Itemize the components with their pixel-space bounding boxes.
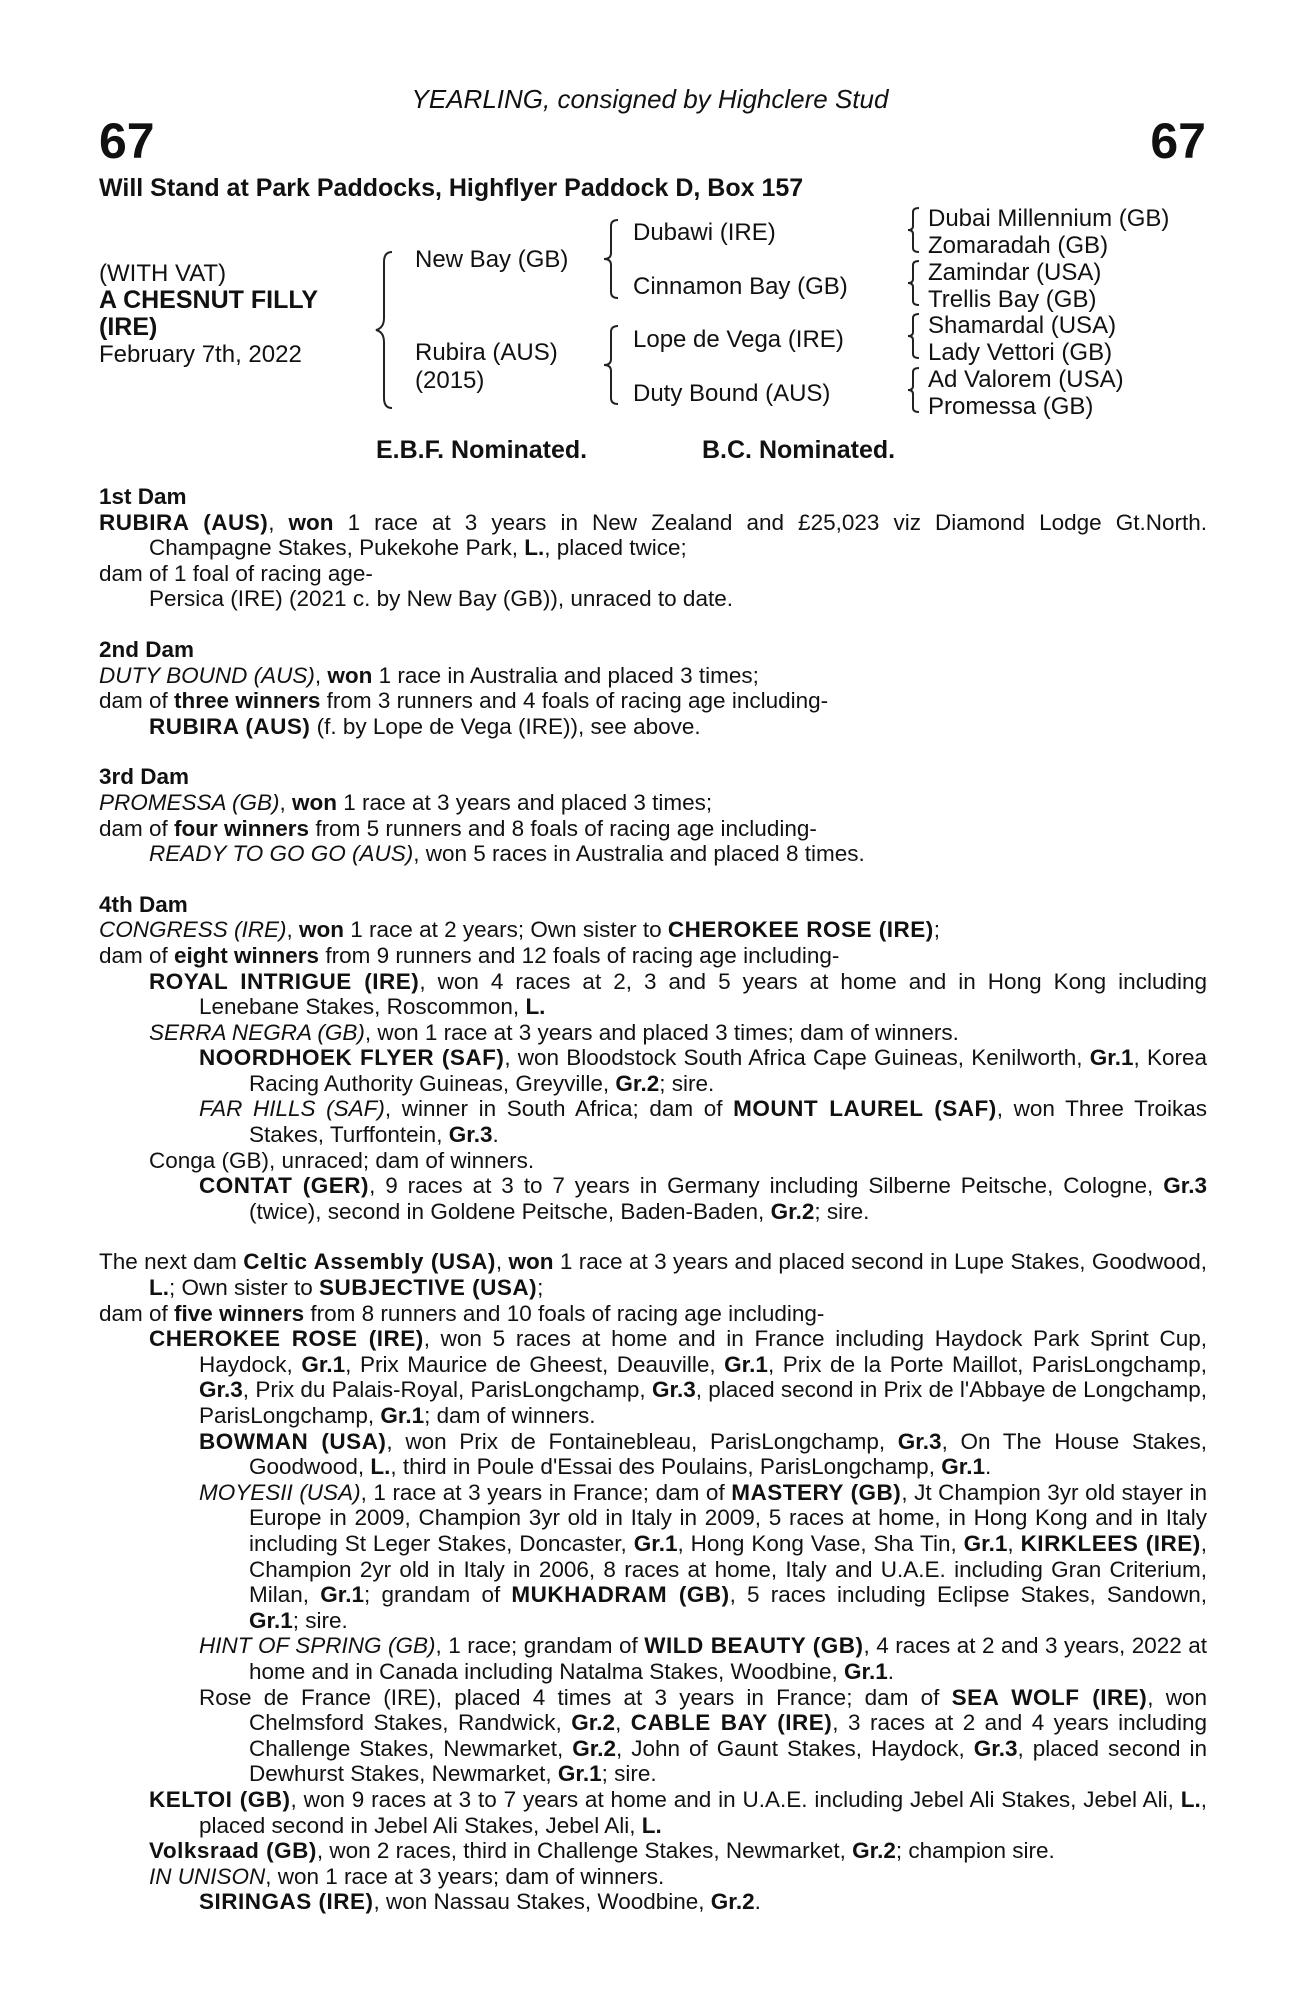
third-dam-heading: 3rd Dam (99, 764, 190, 790)
fourth-dam-produce: dam of eight winners from 9 runners and 12 foals of racing age including- (99, 942, 840, 968)
fourth-dam-section (99, 892, 1207, 1225)
second-dam-produce: dam of three winners from 3 runners and 4 foals of racing age including- (99, 688, 829, 714)
second-dam-heading: 2nd Dam (99, 636, 195, 662)
next-dam-progeny-in-unison: IN UNISON, won 1 race at 3 years; dam of winners. (149, 1863, 665, 1889)
sire: New Bay (GB) (415, 246, 569, 273)
pedigree-brace-5 (903, 259, 925, 307)
next-dam-section (99, 1249, 1207, 1914)
lot-number-left: 67 (99, 113, 155, 169)
next-dam-produce: dam of five winners from 8 runners and 10 foals of racing age including- (99, 1300, 825, 1326)
g-sire-dam-dam: Trellis Bay (GB) (928, 286, 1097, 313)
third-dam-record: PROMESSA (GB), won 1 race at 3 years and placed 3 times; (99, 789, 713, 815)
dam: Rubira (AUS) (415, 339, 558, 366)
fourth-dam-heading: 4th Dam (99, 891, 188, 917)
next-dam-progeny-keltoi: KELTOI (GB), won 9 races at 3 to 7 years at home and in U.A.E. including Jebel Ali Stakes, Jebel Ali, L., placed second in Jebel Ali Stakes, Jebel Ali, L. (149, 1786, 1207, 1838)
next-dam-progeny-siringas: SIRINGAS (IRE), won Nassau Stakes, Woodbine, Gr.2. (199, 1889, 761, 1915)
g-dam-dam-dam: Promessa (GB) (928, 393, 1094, 420)
next-dam-record: The next dam Celtic Assembly (USA), won 1 race at 3 years and placed second in Lupe Stakes, Goodwood, L.; Own sister to SUBJECTIVE (USA); (99, 1249, 1207, 1301)
second-dam-record: DUTY BOUND (AUS), won 1 race in Australia and placed 3 times; (99, 662, 759, 688)
g-dam-dam-sire: Ad Valorem (USA) (928, 366, 1124, 393)
vat-label: (WITH VAT) (99, 260, 227, 287)
pedigree-brace-6 (903, 312, 925, 360)
dam-sire: Lope de Vega (IRE) (633, 326, 844, 353)
first-dam-record: RUBIRA (AUS), won 1 race at 3 years in New Zealand and £25,023 viz Diamond Lodge Gt.North. Champagne Stakes, Pukekohe Park, L., placed twice; (99, 509, 1207, 561)
g-dam-sire-sire: Shamardal (USA) (928, 312, 1117, 339)
next-dam-progeny-bowman: BOWMAN (USA), won Prix de Fontainebleau, ParisLongchamp, Gr.3, On The House Stakes, Goodwood, L., third in Poule d'Essai des Poulains, ParisLongchamp, Gr.1. (199, 1428, 1208, 1480)
stand-location: Will Stand at Park Paddocks, Highflyer Paddock D, Box 157 (99, 174, 804, 202)
dam-dam: Duty Bound (AUS) (633, 380, 831, 407)
fourth-dam-progeny-4: FAR HILLS (SAF), winner in South Africa; dam of MOUNT LAUREL (SAF), won Three Troikas Stakes, Turffontein, Gr.3. (199, 1096, 1207, 1148)
fourth-dam-record: CONGRESS (IRE), won 1 race at 2 years; Own sister to CHEROKEE ROSE (IRE); (99, 917, 940, 943)
pedigree-brace-3 (598, 324, 626, 406)
horse-name: A CHESNUT FILLY (99, 286, 318, 314)
first-dam-foal: Persica (IRE) (2021 c. by New Bay (GB)), unraced to date. (149, 586, 733, 612)
fourth-dam-progeny-1: ROYAL INTRIGUE (IRE), won 4 races at 2, 3 and 5 years at home and in Hong Kong including Lenebane Stakes, Roscommon, L. (149, 968, 1207, 1020)
first-dam-heading: 1st Dam (99, 484, 187, 509)
first-dam-name: RUBIRA (AUS) (99, 509, 269, 535)
pedigree-brace-7 (903, 366, 925, 414)
next-dam-progeny-rose-de-france: Rose de France (IRE), placed 4 times at 3 years in France; dam of SEA WOLF (IRE), won Chelmsford Stakes, Randwick, Gr.2, CABLE BAY (IRE), 3 races at 2 and 4 years including Challenge Stakes, Newmarket, Gr.2, John of Gaunt Stakes, Haydock, Gr.3, placed second in Dewhurst Stakes, Newmarket, Gr.1; sire. (199, 1684, 1207, 1787)
third-dam-progeny: READY TO GO GO (AUS), won 5 races in Australia and placed 8 times. (149, 841, 865, 867)
g-sire-dam-sire: Zamindar (USA) (928, 259, 1102, 286)
fourth-dam-progeny-3: NOORDHOEK FLYER (SAF), won Bloodstock South Africa Cape Guineas, Kenilworth, Gr.1, Korea Racing Authority Guineas, Greyville, Gr.2; sire. (199, 1045, 1207, 1096)
next-dam-progeny-volksraad: Volksraad (GB), won 2 races, third in Challenge Stakes, Newmarket, Gr.2; champion sire. (149, 1838, 1055, 1864)
next-dam-progeny-hint-of-spring: HINT OF SPRING (GB), 1 race; grandam of WILD BEAUTY (GB), 4 races at 2 and 3 years, 2022 at home and in Canada including Natalma Stakes, Woodbine, Gr.1. (199, 1633, 1207, 1684)
first-dam-foals: dam of 1 foal of racing age- (99, 560, 373, 586)
fourth-dam-progeny-2: SERRA NEGRA (GB), won 1 race at 3 years and placed 3 times; dam of winners. (149, 1019, 959, 1045)
sire-sire: Dubawi (IRE) (633, 219, 776, 246)
sire-dam: Cinnamon Bay (GB) (633, 273, 848, 300)
horse-name-country: (IRE) (99, 313, 158, 341)
second-dam-section (99, 637, 1207, 739)
horse-dob: February 7th, 2022 (99, 341, 302, 368)
pedigree-brace-4 (903, 206, 925, 254)
bc-nominated: B.C. Nominated. (702, 436, 896, 464)
dam-year: (2015) (415, 367, 485, 394)
next-dam-progeny-moyesii: MOYESII (USA), 1 race at 3 years in France; dam of MASTERY (GB), Jt Champion 3yr old stayer in Europe in 2009, Champion 3yr old in Italy in 2009, 5 races at home, in Hong Kong and in Italy including St Leger Stakes, Doncaster, Gr.1, Hong Kong Vase, Sha Tin, Gr.1, KIRKLEES (IRE), Champion 2yr old in Italy in 2006, 8 races at home, Italy and U.A.E. including Gran Criterium, Milan, Gr.1; grandam of MUKHADRAM (GB), 5 races including Eclipse Stakes, Sandown, Gr.1; sire. (199, 1479, 1207, 1633)
fourth-dam-progeny-5: Conga (GB), unraced; dam of winners. (149, 1147, 535, 1173)
page-subtitle: YEARLING, consigned by Highclere Stud (411, 84, 889, 114)
g-sire-sire-sire: Dubai Millennium (GB) (928, 205, 1170, 232)
pedigree-brace-1 (370, 250, 400, 410)
pedigree-brace-2 (598, 218, 626, 300)
second-dam-progeny: RUBIRA (AUS) (f. by Lope de Vega (IRE)), see above. (149, 713, 701, 739)
next-dam-progeny-cherokee-rose: CHEROKEE ROSE (IRE), won 5 races at home and in France including Haydock Park Sprint Cup, Haydock, Gr.1, Prix Maurice de Gheest, Deauville, Gr.1, Prix de la Porte Maillot, ParisLongchamp, Gr.3, Prix du Palais-Royal, ParisLongchamp, Gr.3, placed second in Prix de l'Abbaye de Longchamp, ParisLongchamp, Gr.1; dam of winners. (149, 1326, 1208, 1428)
g-sire-sire-dam: Zomaradah (GB) (928, 232, 1109, 259)
fourth-dam-progeny-6: CONTAT (GER), 9 races at 3 to 7 years in Germany including Silberne Peitsche, Cologne, Gr.3 (twice), second in Goldene Peitsche, Baden-Baden, Gr.2; sire. (199, 1173, 1207, 1224)
third-dam-produce: dam of four winners from 5 runners and 8 foals of racing age including- (99, 815, 817, 841)
g-dam-sire-dam: Lady Vettori (GB) (928, 339, 1113, 366)
lot-number-right: 67 (1150, 113, 1206, 169)
ebf-nominated: E.B.F. Nominated. (376, 436, 588, 464)
third-dam-section (99, 764, 1207, 866)
first-dam-section (99, 484, 1207, 612)
catalogue-content (99, 484, 1207, 1915)
